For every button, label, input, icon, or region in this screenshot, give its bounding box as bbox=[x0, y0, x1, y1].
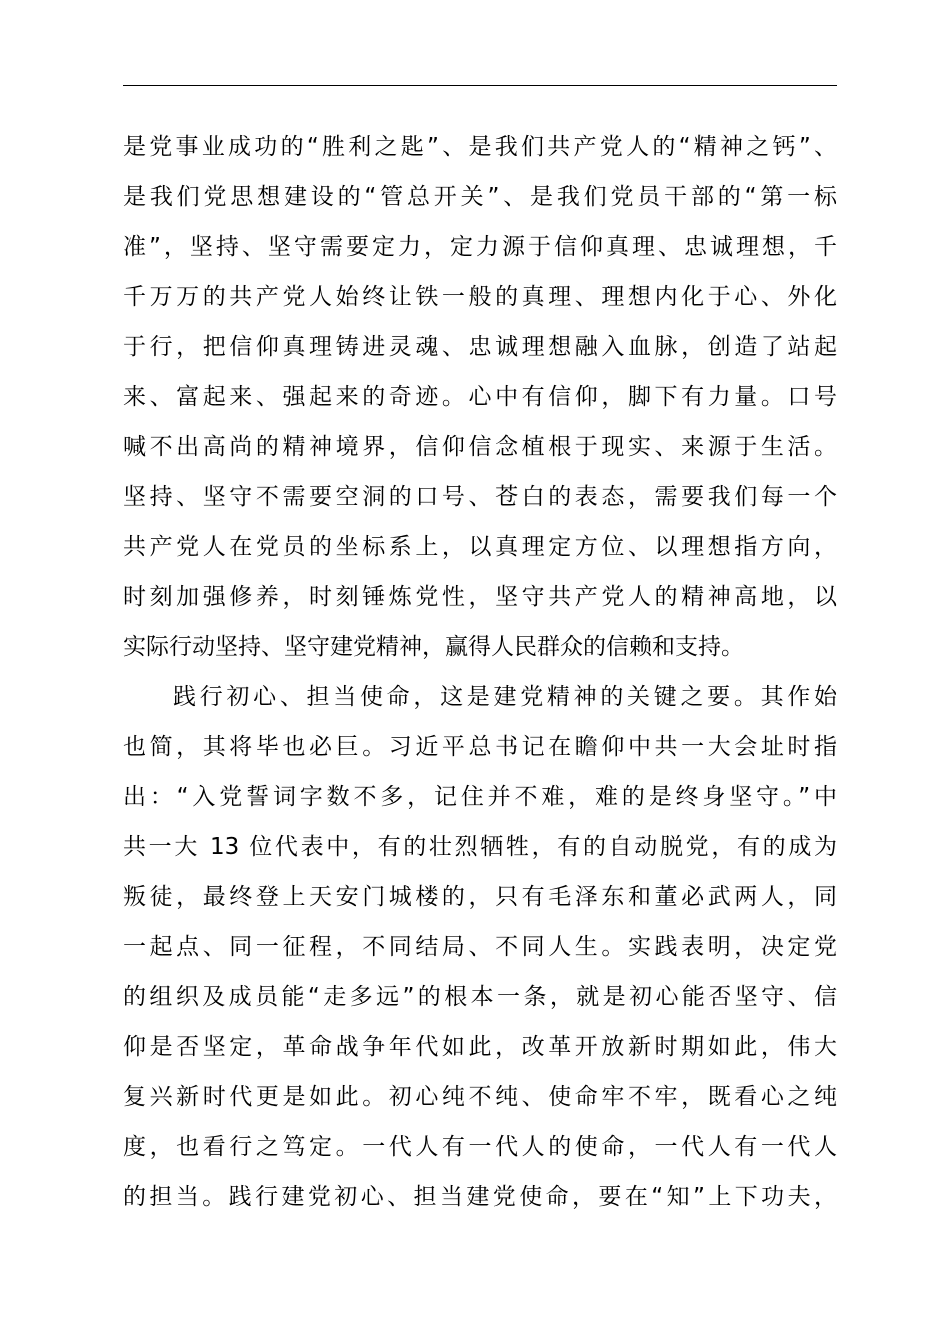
text-line: 是党事业成功的“胜利之匙”、是我们共产党人的“精神之钙”、 bbox=[123, 134, 837, 160]
paragraph bbox=[123, 672, 837, 1222]
text-line: 出：“入党誓词字数不多，记住并不难，难的是终身坚守。”中 bbox=[123, 784, 837, 810]
document-body bbox=[123, 122, 837, 1222]
text-line: 的担当。践行建党初心、担当建党使命，要在“知”上下功夫， bbox=[123, 1184, 837, 1210]
paragraph bbox=[123, 122, 837, 672]
text-line: 千万万的共产党人始终让铁一般的真理、理想内化于心、外化 bbox=[123, 284, 837, 310]
text-line: 共产党人在党员的坐标系上，以真理定方位、以理想指方向， bbox=[123, 534, 837, 560]
text-line: 复兴新时代更是如此。初心纯不纯、使命牢不牢，既看心之纯 bbox=[123, 1084, 837, 1110]
text-line: 一起点、同一征程，不同结局、不同人生。实践表明，决定党 bbox=[123, 934, 837, 960]
text-line: 时刻加强修养，时刻锤炼党性，坚守共产党人的精神高地，以 bbox=[123, 584, 837, 610]
text-line: 喊不出高尚的精神境界，信仰信念植根于现实、来源于生活。 bbox=[123, 434, 837, 460]
text-line: 践行初心、担当使命，这是建党精神的关键之要。其作始 bbox=[173, 684, 837, 710]
text-line: 的组织及成员能“走多远”的根本一条，就是初心能否坚守、信 bbox=[123, 984, 837, 1010]
text-line: 叛徒，最终登上天安门城楼的，只有毛泽东和董必武两人，同 bbox=[123, 884, 837, 910]
text-line: 坚持、坚守不需要空洞的口号、苍白的表态，需要我们每一个 bbox=[123, 484, 837, 510]
text-line: 来、富起来、强起来的奇迹。心中有信仰，脚下有力量。口号 bbox=[123, 384, 837, 410]
text-line: 实际行动坚持、坚守建党精神，赢得人民群众的信赖和支持。 bbox=[123, 634, 744, 660]
header-rule bbox=[123, 85, 837, 86]
text-line: 仰是否坚定，革命战争年代如此，改革开放新时期如此，伟大 bbox=[123, 1034, 837, 1060]
text-line: 度，也看行之笃定。一代人有一代人的使命，一代人有一代人 bbox=[123, 1134, 837, 1160]
text-line: 共一大 13 位代表中，有的壮烈牺牲，有的自动脱党，有的成为 bbox=[123, 834, 837, 860]
text-line: 于行，把信仰真理铸进灵魂、忠诚理想融入血脉，创造了站起 bbox=[123, 334, 837, 360]
text-line: 也简，其将毕也必巨。习近平总书记在瞻仰中共一大会址时指 bbox=[123, 734, 837, 760]
text-line: 准”，坚持、坚守需要定力，定力源于信仰真理、忠诚理想，千 bbox=[123, 234, 837, 260]
text-line: 是我们党思想建设的“管总开关”、是我们党员干部的“第一标 bbox=[123, 184, 837, 210]
